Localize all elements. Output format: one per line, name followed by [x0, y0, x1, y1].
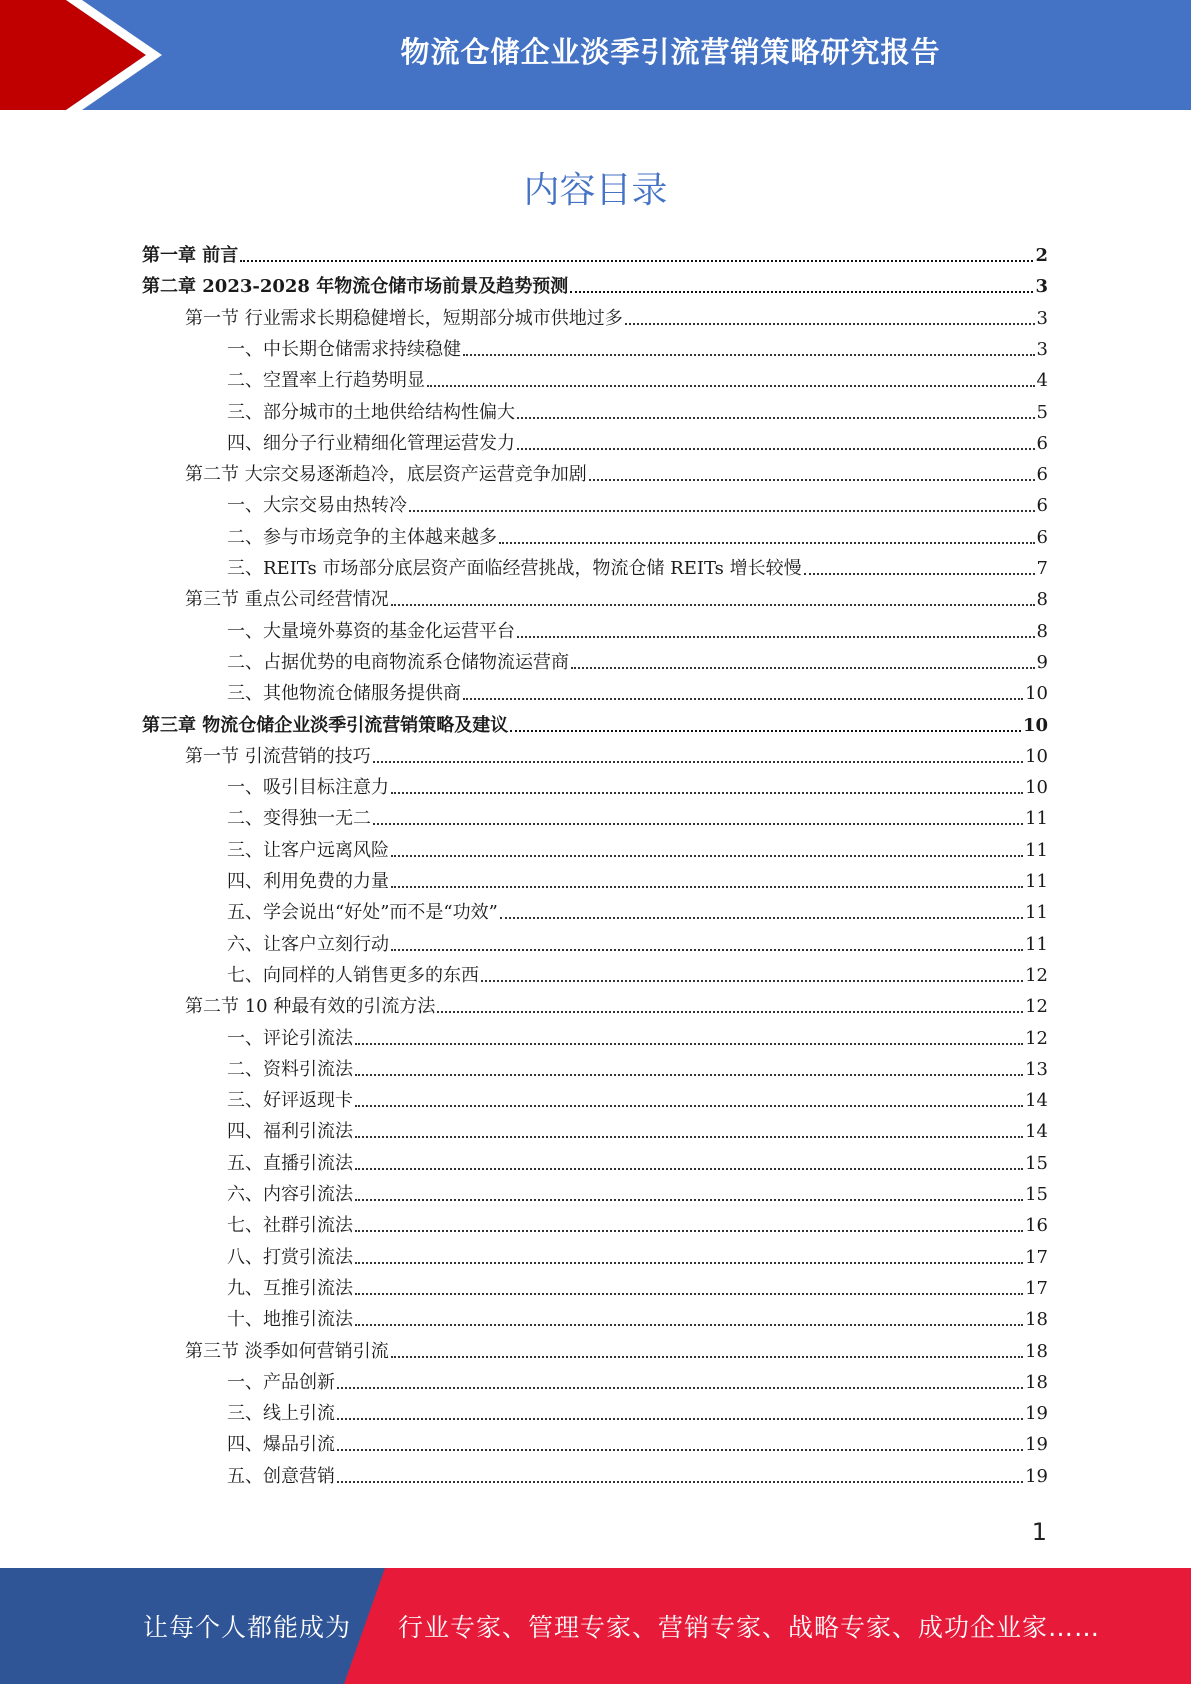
toc-subsection-entry[interactable]	[227, 427, 1048, 455]
toc-entry-text: 一、评论引流法	[227, 1027, 353, 1049]
toc-page-number: 18	[1025, 1309, 1048, 1331]
toc-page-number: 7	[1036, 558, 1048, 579]
toc-dot-leader	[373, 761, 1023, 763]
toc-dot-leader	[499, 542, 1035, 544]
toc-entry-text: 四、利用免费的力量	[227, 871, 389, 892]
toc-entry-text: 三、REITs 市场部分底层资产面临经营挑战，物流仓储 REITs 增长较慢	[227, 558, 802, 579]
toc-page-number: 11	[1025, 933, 1048, 955]
toc-dot-leader	[355, 1293, 1023, 1295]
toc-subsection-entry[interactable]	[227, 802, 1048, 830]
toc-dot-leader	[355, 1105, 1023, 1107]
toc-page-number: 10	[1022, 714, 1048, 736]
toc-page-number: 2	[1035, 245, 1048, 266]
toc-entry-text: 三、让客户远离风险	[227, 839, 389, 861]
toc-subsection-entry[interactable]	[227, 1084, 1048, 1112]
toc-dot-leader	[625, 323, 1035, 325]
toc-page-number: 5	[1036, 401, 1048, 423]
toc-section-entry[interactable]	[185, 458, 1048, 486]
toc-dot-leader	[355, 1324, 1023, 1326]
toc-page-number: 14	[1025, 1121, 1048, 1143]
toc-subsection-entry[interactable]	[227, 1022, 1048, 1050]
toc-entry-text: 第二节 大宗交易逐渐趋冷，底层资产运营竞争加剧	[185, 464, 587, 486]
toc-dot-leader	[355, 1262, 1023, 1264]
footer-slogan-left: 让每个人都能成为	[143, 1613, 352, 1642]
toc-page-number: 15	[1025, 1184, 1048, 1205]
toc-dot-leader	[427, 385, 1035, 387]
toc-subsection-entry[interactable]	[227, 333, 1048, 361]
toc-dot-leader	[355, 1043, 1023, 1045]
toc-dot-leader	[570, 291, 1033, 293]
toc-dot-leader	[391, 949, 1023, 951]
toc-page-number: 8	[1036, 589, 1048, 611]
toc-dot-leader	[409, 510, 1035, 512]
toc-entry-text: 第一章 前言	[142, 245, 239, 266]
toc-subsection-entry[interactable]	[227, 1178, 1048, 1206]
toc-section-entry[interactable]	[185, 1335, 1048, 1363]
toc-subsection-entry[interactable]	[227, 834, 1048, 862]
toc-subsection-entry[interactable]	[227, 1428, 1048, 1456]
toc-dot-leader	[355, 1136, 1023, 1138]
toc-page-number: 11	[1025, 839, 1048, 861]
toc-page-number: 9	[1036, 651, 1048, 673]
toc-section-entry[interactable]	[185, 990, 1048, 1018]
toc-dot-leader	[337, 1387, 1023, 1389]
toc-dot-leader	[517, 417, 1035, 419]
toc-subsection-entry[interactable]	[227, 646, 1048, 674]
header-banner	[0, 0, 1191, 110]
toc-page-number: 10	[1025, 745, 1048, 767]
toc-dot-leader	[391, 855, 1023, 857]
toc-subsection-entry[interactable]	[227, 1272, 1048, 1300]
toc-page-number: 19	[1025, 1465, 1048, 1487]
toc-entry-text: 一、大宗交易由热转冷	[227, 495, 407, 517]
toc-entry-text: 第一节 行业需求长期稳健增长，短期部分城市供地过多	[185, 307, 623, 329]
toc-dot-leader	[391, 1356, 1023, 1358]
toc-entry-text: 一、产品创新	[227, 1371, 335, 1393]
toc-dot-leader	[589, 479, 1035, 481]
toc-dot-leader	[517, 636, 1035, 638]
toc-subsection-entry[interactable]	[227, 1241, 1048, 1269]
report-title: 物流仓储企业淡季引流营销策略研究报告	[400, 34, 941, 69]
toc-entry-text: 五、直播引流法	[227, 1152, 353, 1174]
toc-subsection-entry[interactable]	[227, 364, 1048, 392]
toc-page-number: 10	[1025, 777, 1048, 799]
toc-subsection-entry[interactable]	[227, 959, 1048, 987]
toc-entry-text: 第三节 重点公司经营情况	[185, 589, 389, 611]
toc-entry-text: 第三节 淡季如何营销引流	[185, 1340, 389, 1362]
toc-dot-leader	[355, 1199, 1023, 1201]
toc-page-number: 8	[1036, 620, 1048, 642]
toc-subsection-entry[interactable]	[227, 1303, 1048, 1331]
toc-dot-leader	[391, 792, 1023, 794]
toc-entry-text: 第二节 10 种最有效的引流方法	[185, 996, 436, 1018]
toc-dot-leader	[804, 573, 1035, 575]
toc-dot-leader	[240, 260, 1033, 262]
toc-page-number: 10	[1025, 683, 1048, 705]
toc-page-number: 13	[1025, 1058, 1048, 1080]
toc-page-number: 12	[1025, 996, 1048, 1018]
toc-entry-text: 五、学会说出“好处”而不是“功效”	[227, 902, 498, 924]
toc-dot-leader	[337, 1449, 1023, 1451]
toc-entry-text: 五、创意营销	[227, 1465, 335, 1487]
toc-page-number: 17	[1025, 1246, 1048, 1268]
toc-subsection-entry[interactable]	[227, 1209, 1048, 1237]
toc-entry-text: 九、互推引流法	[227, 1277, 353, 1299]
toc-subsection-entry[interactable]	[227, 615, 1048, 643]
toc-subsection-entry[interactable]	[227, 489, 1048, 517]
toc-entry-text: 第三章 物流仓储企业淡季引流营销策略及建议	[142, 714, 509, 736]
toc-subsection-entry[interactable]	[227, 521, 1048, 549]
toc-section-entry[interactable]	[185, 302, 1048, 330]
toc-entry-text: 二、参与市场竞争的主体越来越多	[227, 526, 497, 548]
toc-page-number: 6	[1036, 432, 1048, 454]
toc-entry-text: 三、好评返现卡	[227, 1090, 353, 1112]
toc-entry-text: 四、福利引流法	[227, 1121, 353, 1143]
toc-entry-text: 二、空置率上行趋势明显	[227, 370, 425, 392]
toc-dot-leader	[355, 1168, 1023, 1170]
toc-subsection-entry[interactable]	[227, 865, 1048, 893]
toc-entry-text: 第二章 2023-2028 年物流仓储市场前景及趋势预测	[142, 276, 569, 298]
toc-subsection-entry[interactable]	[227, 396, 1048, 424]
toc-entry-text: 二、占据优势的电商物流系仓储物流运营商	[227, 651, 569, 673]
toc-chapter-entry[interactable]	[142, 239, 1048, 267]
footer-slogan-right: 行业专家、管理专家、营销专家、战略专家、成功企业家……	[398, 1613, 1101, 1642]
toc-entry-text: 一、大量境外募资的基金化运营平台	[227, 620, 515, 642]
toc-dot-leader	[355, 1230, 1023, 1232]
toc-dot-leader	[510, 730, 1021, 732]
toc-dot-leader	[355, 1074, 1023, 1076]
toc-page-number: 17	[1025, 1277, 1048, 1299]
toc-dot-leader	[463, 698, 1023, 700]
page-number: 1	[1031, 1518, 1047, 1546]
toc-page-number: 18	[1025, 1371, 1048, 1393]
toc-heading: 内容目录	[523, 170, 668, 211]
toc-page-number: 3	[1036, 307, 1048, 329]
toc-entry-text: 二、资料引流法	[227, 1058, 353, 1080]
toc-dot-leader	[517, 448, 1035, 450]
toc-page-number: 12	[1025, 1027, 1048, 1049]
toc-entry-text: 三、线上引流	[227, 1403, 335, 1425]
toc-page-number: 6	[1036, 464, 1048, 486]
toc-entry-text: 三、其他物流仓储服务提供商	[227, 683, 461, 705]
toc-page-number: 19	[1025, 1434, 1048, 1456]
toc-dot-leader	[391, 886, 1023, 888]
toc-subsection-entry[interactable]	[227, 1460, 1048, 1488]
toc-chapter-entry[interactable]	[142, 709, 1048, 737]
toc-page-number: 11	[1025, 902, 1048, 924]
toc-subsection-entry[interactable]	[227, 1053, 1048, 1081]
toc-subsection-entry[interactable]	[227, 1147, 1048, 1175]
toc-page-number: 3	[1035, 276, 1048, 298]
toc-entry-text: 七、社群引流法	[227, 1215, 353, 1237]
toc-dot-leader	[481, 980, 1023, 982]
toc-entry-text: 一、中长期仓储需求持续稳健	[227, 338, 461, 360]
toc-page-number: 3	[1036, 338, 1048, 360]
toc-section-entry[interactable]	[185, 583, 1048, 611]
toc-page-number: 6	[1036, 495, 1048, 517]
toc-dot-leader	[391, 604, 1035, 606]
toc-page-number: 4	[1036, 370, 1048, 392]
toc-chapter-entry[interactable]	[142, 270, 1048, 298]
toc-page-number: 18	[1025, 1340, 1048, 1362]
toc-subsection-entry[interactable]	[227, 928, 1048, 956]
toc-subsection-entry[interactable]	[227, 1366, 1048, 1394]
toc-dot-leader	[500, 917, 1023, 919]
toc-page-number: 11	[1025, 808, 1048, 830]
toc-page-number: 14	[1025, 1090, 1048, 1112]
toc-entry-text: 十、地推引流法	[227, 1309, 353, 1331]
toc-dot-leader	[373, 823, 1023, 825]
toc-entry-text: 六、内容引流法	[227, 1184, 353, 1205]
toc-entry-text: 六、让客户立刻行动	[227, 933, 389, 955]
toc-page-number: 19	[1025, 1403, 1048, 1425]
toc-subsection-entry[interactable]	[227, 552, 1048, 580]
toc-subsection-entry[interactable]	[227, 677, 1048, 705]
toc-subsection-entry[interactable]	[227, 771, 1048, 799]
toc-entry-text: 第一节 引流营销的技巧	[185, 745, 371, 767]
toc-entry-text: 四、细分子行业精细化管理运营发力	[227, 432, 515, 454]
toc-page-number: 16	[1025, 1215, 1048, 1237]
toc-entry-text: 八、打赏引流法	[227, 1246, 353, 1268]
toc-page-number: 11	[1025, 871, 1048, 892]
toc-dot-leader	[571, 667, 1035, 669]
toc-subsection-entry[interactable]	[227, 1115, 1048, 1143]
toc-section-entry[interactable]	[185, 740, 1048, 768]
toc-dot-leader	[437, 1011, 1023, 1013]
toc-page-number: 15	[1025, 1152, 1048, 1174]
toc-entry-text: 一、吸引目标注意力	[227, 777, 389, 799]
toc-page-number: 12	[1025, 964, 1048, 986]
footer-banner	[0, 1568, 1191, 1684]
toc-subsection-entry[interactable]	[227, 896, 1048, 924]
toc-dot-leader	[337, 1481, 1023, 1483]
toc-entry-text: 二、变得独一无二	[227, 808, 371, 830]
toc-entry-text: 七、向同样的人销售更多的东西	[227, 964, 479, 986]
toc-entry-text: 四、爆品引流	[227, 1434, 335, 1456]
toc-entry-text: 三、部分城市的土地供给结构性偏大	[227, 401, 515, 423]
toc-dot-leader	[337, 1418, 1023, 1420]
toc-dot-leader	[463, 354, 1035, 356]
toc-subsection-entry[interactable]	[227, 1397, 1048, 1425]
toc-page-number: 6	[1036, 526, 1048, 548]
